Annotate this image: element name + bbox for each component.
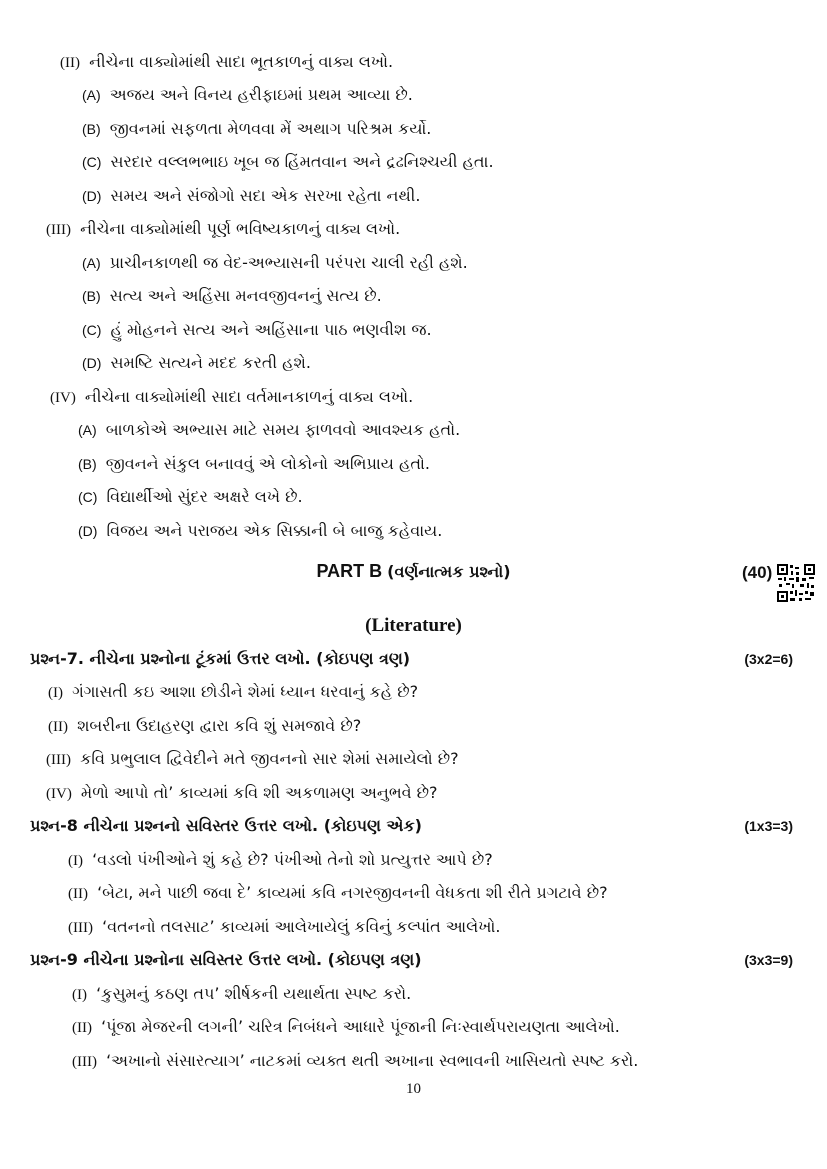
option-item [82, 253, 468, 275]
option-label: (A) [82, 87, 101, 103]
question-label: (II) [60, 55, 80, 71]
option-label: (B) [78, 456, 97, 472]
list-item [68, 883, 608, 905]
item-label: (II) [48, 719, 68, 735]
option-text: વિદ્યાર્થીઓ સુંદર અક્ષરે લખે છે. [106, 487, 303, 506]
question-text: નીચેના વાક્યોમાંથી સાદા ભૂતકાળનું વાક્ય લખો. [89, 52, 394, 71]
question-8-heading: પ્રશ્ન-8 નીચેના પ્રશ્નનો સવિસ્તર ઉત્તર લખો. (કોઇપણ એક) [30, 816, 422, 835]
item-text: મેળો આપો તો’ કાવ્યમાં કવિ શી અકળામણ અનુભવે છે? [80, 783, 438, 802]
question-9-heading: પ્રશ્ન-9 નીચેના પ્રશ્નોના સવિસ્તર ઉત્તર લખો. (કોઇપણ ત્રણ) [30, 950, 422, 969]
option-item [82, 353, 311, 375]
part-b-marks: (40) [742, 563, 773, 582]
item-label: (II) [68, 886, 88, 902]
option-item [82, 286, 382, 308]
option-text: પ્રાચીનકાળથી જ વેદ-અભ્યાસની પરંપરા ચાલી રહી હશે. [109, 253, 468, 272]
question-8-marks: (1x3=3) [744, 818, 793, 834]
list-item [72, 1051, 638, 1073]
item-label: (I) [68, 853, 83, 869]
list-item [72, 984, 411, 1006]
option-label: (B) [82, 121, 101, 137]
question-3 [46, 219, 400, 241]
question-9-marks: (3x3=9) [744, 952, 793, 968]
question-4 [50, 387, 413, 409]
item-label: (III) [46, 752, 71, 768]
question-text: નીચેના વાક્યોમાંથી સાદા વર્તમાનકાળનું વાક્ય લખો. [84, 387, 414, 406]
question-label: (III) [46, 222, 71, 238]
item-text: ગંગાસતી કઇ આશા છોડીને શેમાં ધ્યાન ધરવાનું કહે છે? [72, 682, 419, 701]
part-b-heading [0, 561, 827, 582]
option-item [78, 487, 303, 509]
option-text: હું મોહનને સત્ય અને અહિંસાના પાઠ ભણવીશ જ. [110, 320, 432, 339]
option-text: બાળકોએ અભ્યાસ માટે સમય ફાળવવો આવશ્યક હતો. [105, 420, 461, 439]
item-text: કવિ પ્રભુલાલ દ્વિવેદીને મતે જીવનનો સાર શેમાં સમાયેલો છે? [80, 749, 459, 768]
item-text: ‘અખાનો સંસારત્યાગ’ નાટકમાં વ્યક્ત થતી અખાના સ્વભાવની ખાસિયતો સ્પષ્ટ કરો. [106, 1051, 639, 1070]
item-label: (III) [68, 920, 93, 936]
item-label: (IV) [46, 786, 72, 802]
list-item [68, 850, 493, 872]
section-title: (Literature) [365, 615, 462, 636]
option-label: (A) [78, 422, 97, 438]
part-b-subtitle: (વર્ણનાત્મક પ્રશ્નો) [387, 562, 511, 581]
option-label: (C) [78, 489, 98, 505]
option-item [82, 152, 494, 174]
option-text: સમષ્ટિ સત્યને મદદ કરતી હશે. [110, 353, 311, 372]
list-item [68, 917, 501, 939]
page-number: 10 [406, 1081, 421, 1097]
option-text: જીવનને સંકુલ બનાવવું એ લોકોનો અભિપ્રાય હતો. [105, 454, 431, 473]
option-text: અજય અને વિનય હરીફાઇમાં પ્રથમ આવ્યા છે. [109, 85, 413, 104]
list-item [48, 682, 418, 704]
question-text: નીચેના વાક્યોમાંથી પૂર્ણ ભવિષ્યકાળનું વાક્ય લખો. [80, 219, 401, 238]
item-text: ‘પૂંજા મેજરની લગની’ ચરિત્ર નિબંધને આધારે પૂંજાની નિઃસ્વાર્થપરાયણતા આલેખો. [101, 1017, 620, 1036]
option-text: સરદાર વલ્લભભાઇ ખૂબ જ હિંમતવાન અને દ્રઢનિશ્ચયી હતા. [110, 152, 494, 171]
option-item [82, 320, 432, 342]
question-7-heading: પ્રશ્ન-7. નીચેના પ્રશ્નોના ટૂંકમાં ઉત્તર લખો. (કોઇપણ ત્રણ) [30, 649, 411, 668]
item-label: (III) [72, 1054, 97, 1070]
item-text: ‘વડલો પંખીઓને શું કહે છે? પંખીઓ તેનો શો પ્રત્યુત્તર આપે છે? [92, 850, 493, 869]
option-item [82, 85, 413, 107]
list-item [48, 716, 361, 738]
item-label: (I) [48, 685, 63, 701]
option-label: (B) [82, 288, 101, 304]
item-text: ‘કુસુમનું કઠણ તપ’ શીર્ષકની યથાર્થતા સ્પષ્ટ કરો. [96, 984, 412, 1003]
option-text: સમય અને સંજોગો સદા એક સરખા રહેતા નથી. [110, 186, 421, 205]
option-label: (C) [82, 322, 102, 338]
part-b-title: PART B [316, 561, 383, 581]
question-label: (IV) [50, 390, 76, 406]
question-7-marks: (3x2=6) [744, 651, 793, 667]
option-item [82, 119, 431, 141]
option-label: (D) [82, 188, 102, 204]
list-item [46, 783, 438, 805]
qr-code-icon [776, 563, 816, 603]
option-text: વિજય અને પરાજય એક સિક્કાની બે બાજુ કહેવાય. [106, 521, 443, 540]
item-text: ‘બેટા, મને પાછી જવા દે’ કાવ્યમાં કવિ નગરજીવનની વેધકતા શી રીતે પ્રગટાવે છે? [97, 883, 608, 902]
option-item [78, 420, 460, 442]
option-label: (C) [82, 154, 102, 170]
option-label: (A) [82, 255, 101, 271]
item-label: (I) [72, 987, 87, 1003]
item-label: (II) [72, 1020, 92, 1036]
item-text: ‘વતનનો તલસાટ’ કાવ્યમાં આલેખાયેલું કવિનું કલ્પાંત આલેખો. [102, 917, 501, 936]
list-item [46, 749, 459, 771]
option-text: જીવનમાં સફળતા મેળવવા મેં અથાગ પરિશ્રમ કર્યો. [109, 119, 432, 138]
option-label: (D) [82, 355, 102, 371]
option-item [78, 454, 430, 476]
option-text: સત્ય અને અહિંસા મનવજીવનનું સત્ય છે. [109, 286, 382, 305]
option-label: (D) [78, 523, 98, 539]
option-item [78, 521, 442, 543]
question-2 [60, 52, 393, 74]
option-item [82, 186, 420, 208]
item-text: શબરીના ઉદાહરણ દ્વારા કવિ શું સમજાવે છે? [77, 716, 362, 735]
list-item [72, 1017, 620, 1039]
